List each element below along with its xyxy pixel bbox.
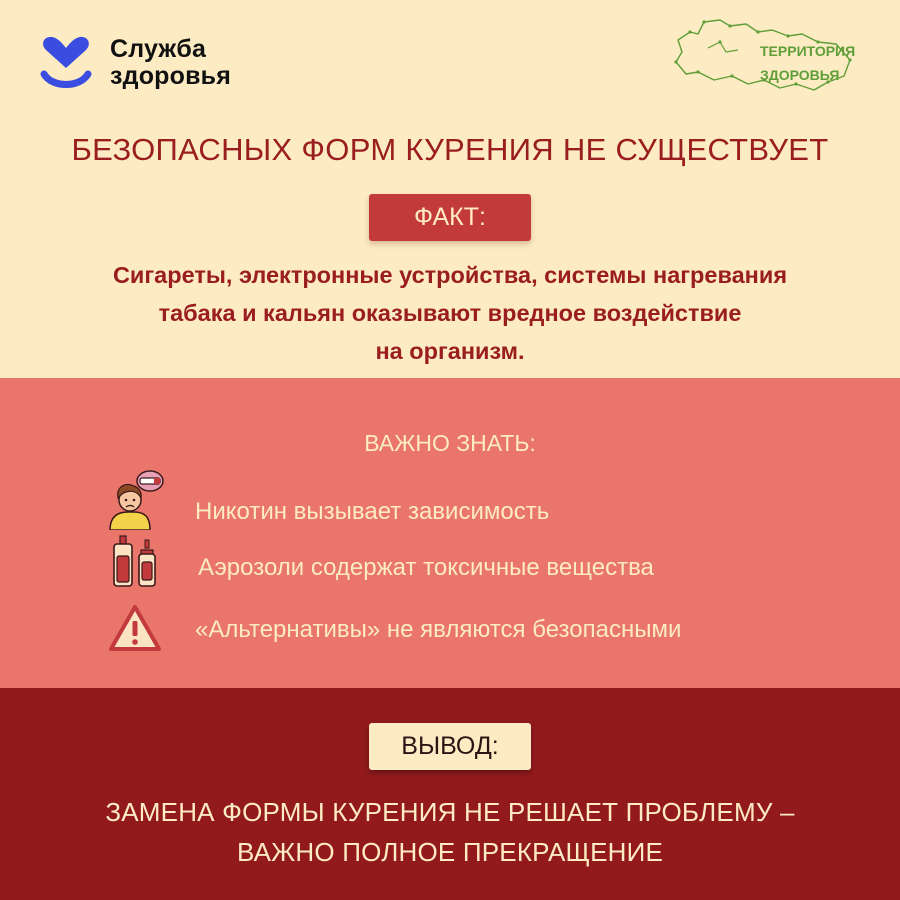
fact-text (20, 256, 880, 370)
warning-triangle-icon (108, 604, 162, 652)
list-item-text: «Альтернативы» не являются безопасными (195, 616, 682, 643)
page-title: БЕЗОПАСНЫХ ФОРМ КУРЕНИЯ НЕ СУЩЕСТВУЕТ (71, 132, 829, 167)
list-item (0, 542, 900, 598)
list-item-text: Никотин вызывает зависимость (195, 498, 550, 525)
conclusion-line: ЗАМЕНА ФОРМЫ КУРЕНИЯ НЕ РЕШАЕТ ПРОБЛЕМУ – (105, 797, 795, 827)
territory-logo-line-1: ТЕРРИТОРИЯ (760, 43, 856, 59)
fact-badge: ФАКТ: (369, 194, 531, 241)
fact-line: табака и кальян оказывают вредное воздействие (158, 300, 742, 326)
fact-line: на организм. (375, 338, 525, 364)
addicted-person-icon (106, 468, 164, 530)
conclusion-line: ВАЖНО ПОЛНОЕ ПРЕКРАЩЕНИЕ (236, 837, 664, 867)
conclusion-badge: ВЫВОД: (369, 723, 531, 770)
service-logo-text (110, 36, 231, 90)
list-item-text: Аэрозоли содержат токсичные вещества (198, 554, 654, 581)
heart-smile-logo-icon (38, 34, 94, 92)
territory-logo-text (760, 39, 854, 87)
service-logo-line-2: здоровья (110, 62, 232, 90)
conclusion-text (0, 792, 900, 872)
vape-bottles-icon (110, 534, 160, 590)
list-item (0, 604, 900, 660)
territory-logo (668, 14, 858, 94)
service-logo-line-1: Служба (110, 35, 207, 63)
important-title: ВАЖНО ЗНАТЬ: (364, 430, 536, 456)
territory-logo-line-2: ЗДОРОВЬЯ (760, 67, 840, 83)
service-logo (38, 34, 231, 92)
fact-line: Сигареты, электронные устройства, системы нагревания (112, 262, 788, 288)
